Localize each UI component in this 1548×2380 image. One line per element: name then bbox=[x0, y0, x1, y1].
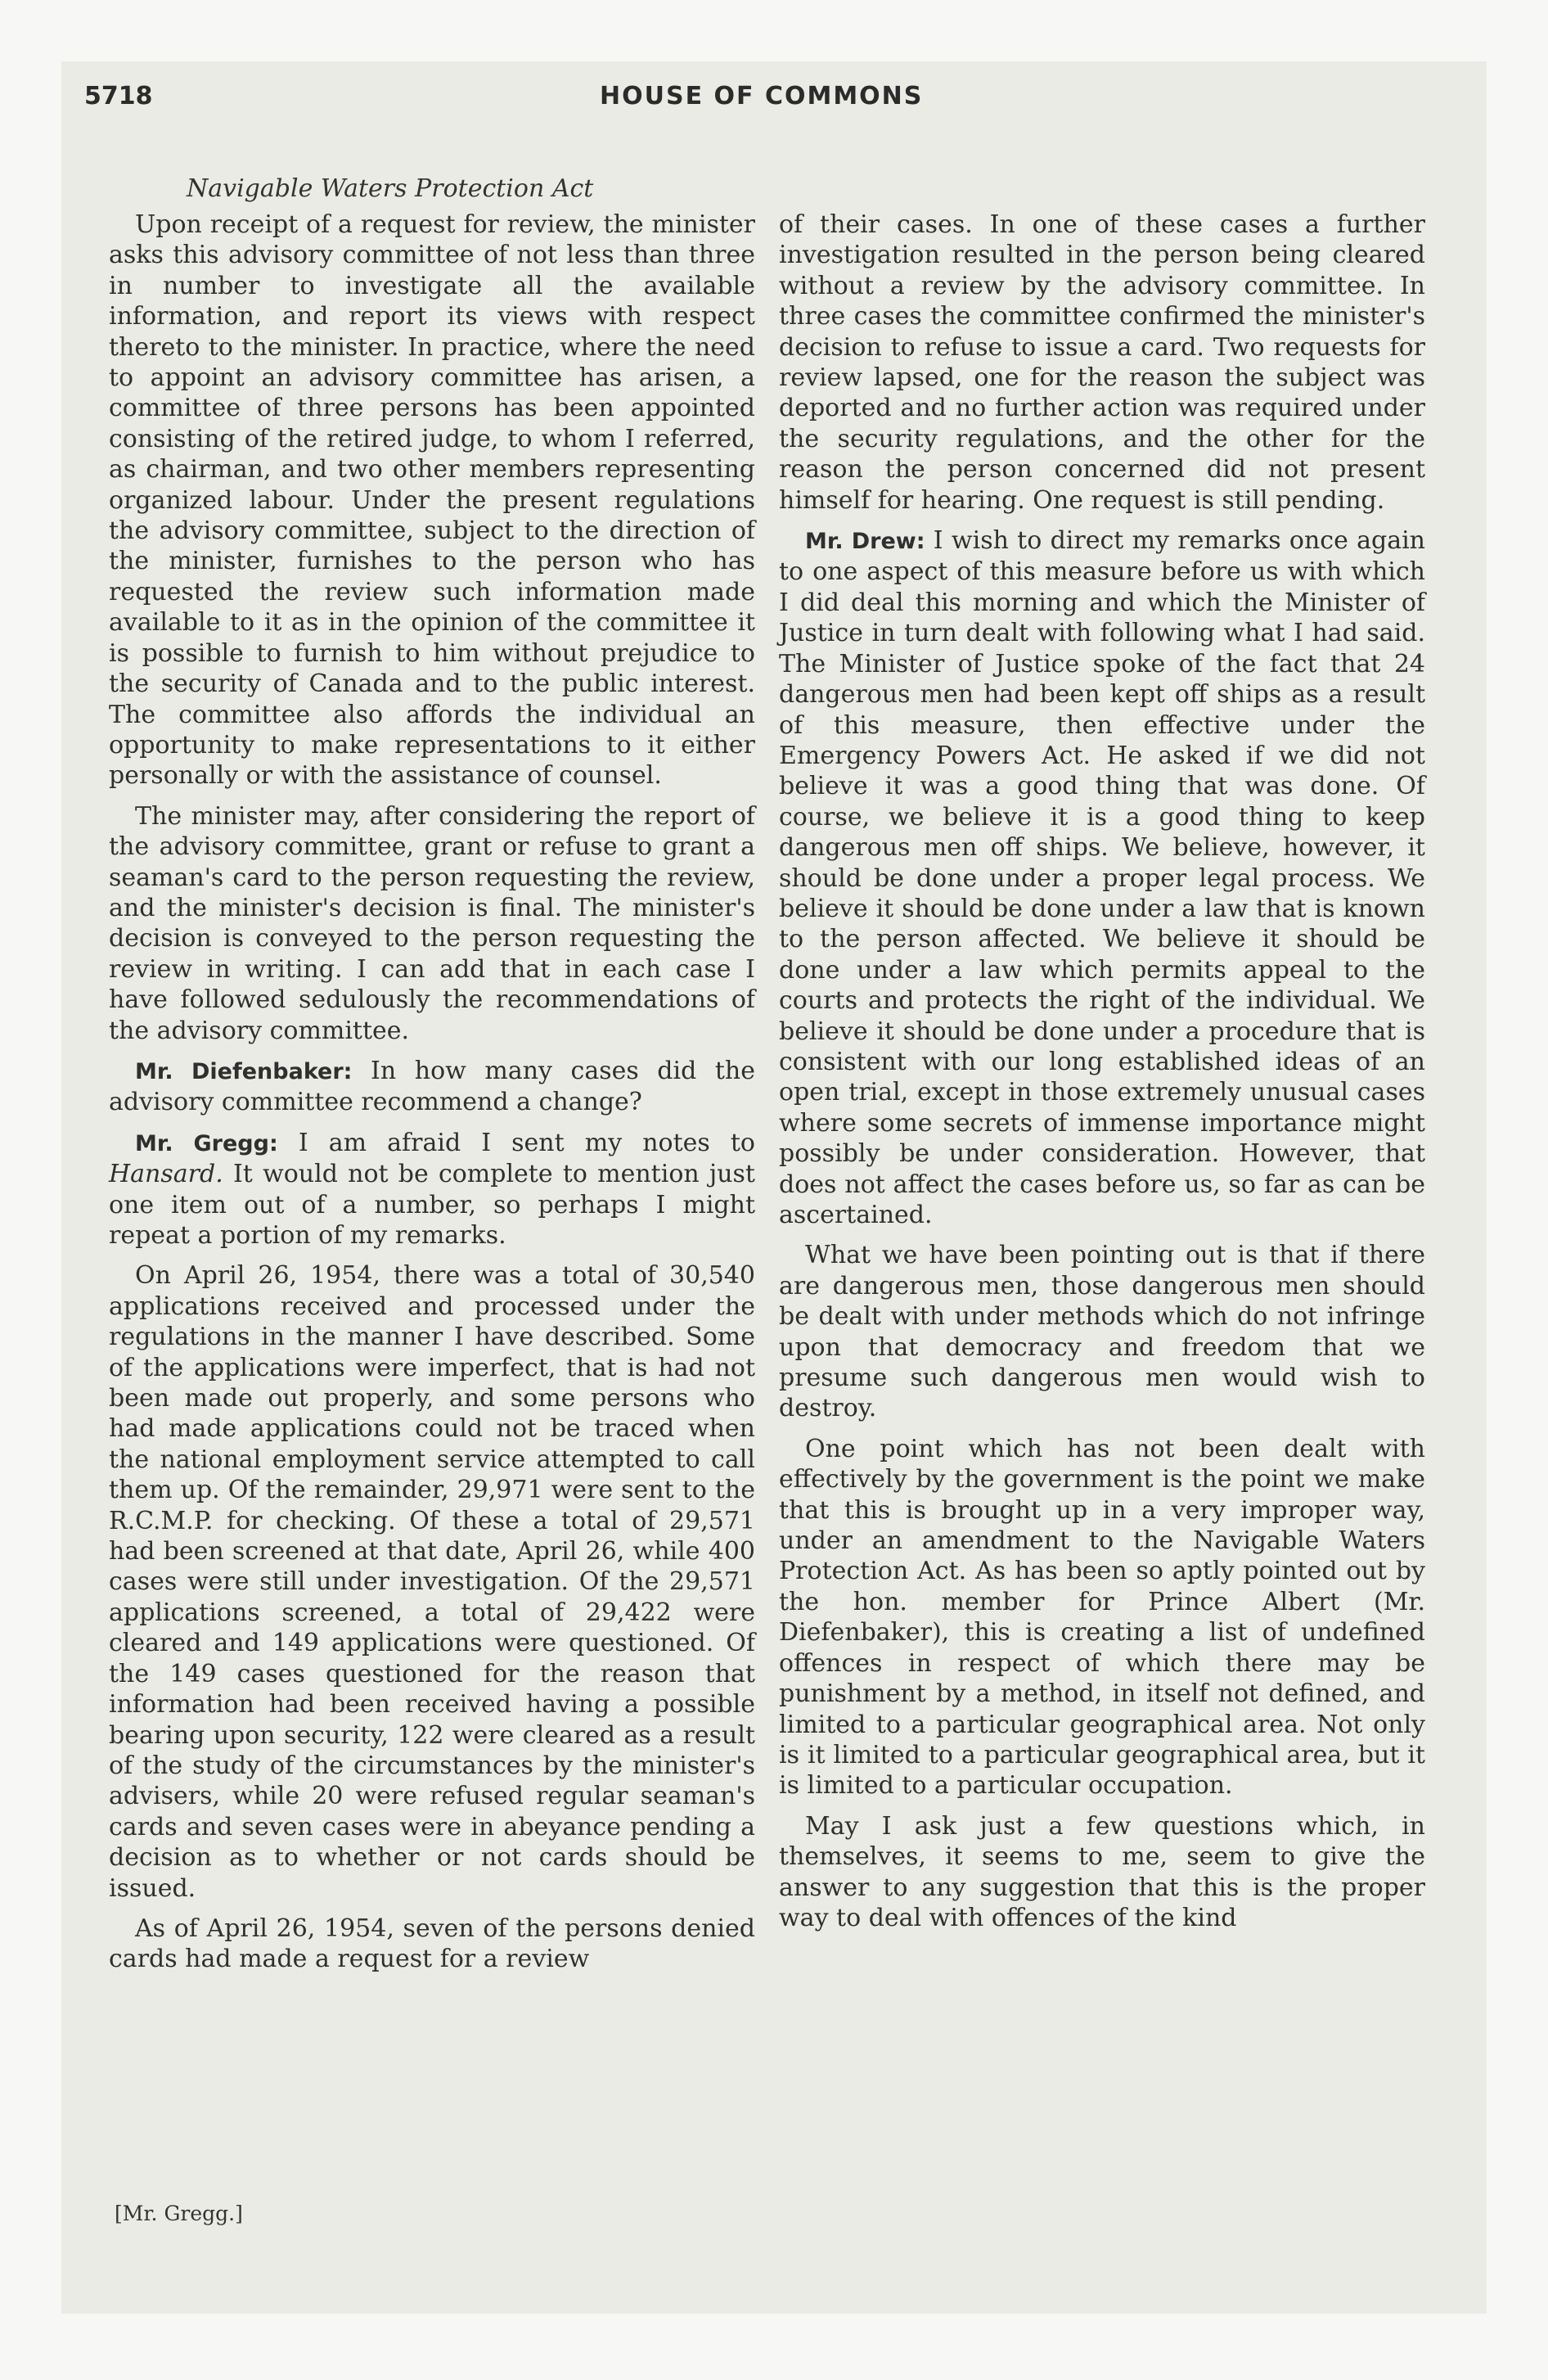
publication-title: HOUSE OF COMMONS bbox=[600, 82, 924, 110]
left-column bbox=[109, 210, 755, 1985]
paragraph: One point which has not been dealt with effectively by the government is the point we make that this is brought up in a very improper way, under an amendment to the Navigable Waters Protection Act. As has been so aptly pointed out by the hon. member for Prince Albert (Mr. Diefenbaker), this is creating a list of undefined offences in respect of which there may be punishment by a method, in itself not defined, and limited to a particular geographical area. Not only is it limited to a particular geographical area, but it is limited to a particular occupation. bbox=[779, 1434, 1425, 1801]
speech-paragraph bbox=[109, 1128, 755, 1251]
speech-paragraph bbox=[109, 1056, 755, 1118]
speaker-name: Mr. Drew: bbox=[805, 529, 925, 555]
paragraph: of their cases. In one of these cases a further investigation resulted in the person being cleared without a review by the advisory committee. In three cases the committee confirmed the minister's decision to refuse to issue a card. Two requests for review lapsed, one for the reason the subject was deported and no further action was required under the security regulations, and the other for the reason the person concerned did not present himself for hearing. One request is still pending. bbox=[779, 210, 1425, 515]
right-column bbox=[779, 210, 1425, 1943]
paragraph: As of April 26, 1954, seven of the persons denied cards had made a request for a review bbox=[109, 1913, 755, 1974]
running-head: Navigable Waters Protection Act bbox=[187, 174, 594, 203]
paragraph: May I ask just a few questions which, in themselves, it seems to me, seem to give the answer to any suggestion that this is the proper way to deal with offences of the kind bbox=[779, 1811, 1425, 1932]
speaker-name: Mr. Diefenbaker: bbox=[135, 1058, 353, 1084]
speech-text: It would not be complete to mention just one item out of a number, so perhaps I might repeat a portion of my remarks. bbox=[109, 1160, 755, 1250]
paragraph: On April 26, 1954, there was a total of 30,540 applications received and processed under the regulations in the manner I have described. Some of the applications were imperfect, that is had not been made out properly, and some persons who had made applications could not be traced when the national employment service attempted to call them up. Of the remainder, 29,971 were sent to the R.C.M.P. for checking. Of these a total of 29,571 had been screened at that date, April 26, while 400 cases were still under investigation. Of the 29,571 applications screened, a total of 29,422 were cleared and 149 applications were questioned. Of the 149 cases questioned for the reason that information had been received having a possible bearing upon security, 122 were cleared as a result of the study of the circumstances by the minister's advisers, while 20 were refused regular seaman's cards and seven cases were in abeyance pending a decision as to whether or not cards should be issued. bbox=[109, 1261, 755, 1903]
speaker-name: Mr. Gregg: bbox=[135, 1130, 278, 1156]
speech-paragraph bbox=[779, 525, 1425, 1230]
paragraph: What we have been pointing out is that if there are dangerous men, those dangerous men should be dealt with under methods which do not infringe upon that democracy and freedom that we presume such dangerous men would wish to destroy. bbox=[779, 1241, 1425, 1423]
footer-speaker-note: [Mr. Gregg.] bbox=[115, 2202, 243, 2225]
speech-text: In how many cases did the advisory committee recommend a change? bbox=[109, 1056, 755, 1117]
paragraph: Upon receipt of a request for review, the minister asks this advisory committee of not less than three in number to investigate all the available information, and report its views with respect thereto to the minister. In practice, where the need to appoint an advisory committee has arisen, a committee of three persons has been appointed consisting of the retired judge, to whom I referred, as chairman, and two other members representing organized labour. Under the present regulations the advisory committee, subject to the direction of the minister, furnishes to the person who has requested the review such information made available to it as in the opinion of the committee it is possible to furnish to him without prejudice to the security of Canada and to the public interest. The committee also affords the individual an opportunity to make representations to it either personally or with the assistance of counsel. bbox=[109, 210, 755, 791]
speech-text: I wish to direct my remarks once again to one aspect of this measure before us with which I did deal this morning and which the Minister of Justice in turn dealt with following what I had said. The Minister of Justice spoke of the fact that 24 dangerous men had been kept off ships as a result of this measure, then effective under the Emergency Powers Act. He asked if we did not believe it was a good thing that was done. Of course, we believe it is a good thing to keep dangerous men off ships. We believe, however, it should be done under a proper legal process. We believe it should be done under a law that is known to the person affected. We believe it should be done under a law which permits appeal to the courts and protects the right of the individual. We believe it should be done under a procedure that is consistent with our long established ideas of an open trial, except in those extremely unusual cases where some secrets of immense importance might possibly be under consideration. However, that does not affect the cases before us, so far as can be ascertained. bbox=[779, 526, 1425, 1229]
page-number: 5718 bbox=[84, 82, 153, 110]
italic-reference: Hansard. bbox=[109, 1160, 223, 1189]
paragraph: The minister may, after considering the report of the advisory committee, grant or refuse to grant a seaman's card to the person requesting the review, and the minister's decision is final. The minister's decision is conveyed to the person requesting the review in writing. I can add that in each case I have followed sedulously the recommendations of the advisory committee. bbox=[109, 801, 755, 1045]
speech-text: I am afraid I sent my notes to bbox=[298, 1128, 755, 1157]
page-header bbox=[68, 82, 952, 121]
